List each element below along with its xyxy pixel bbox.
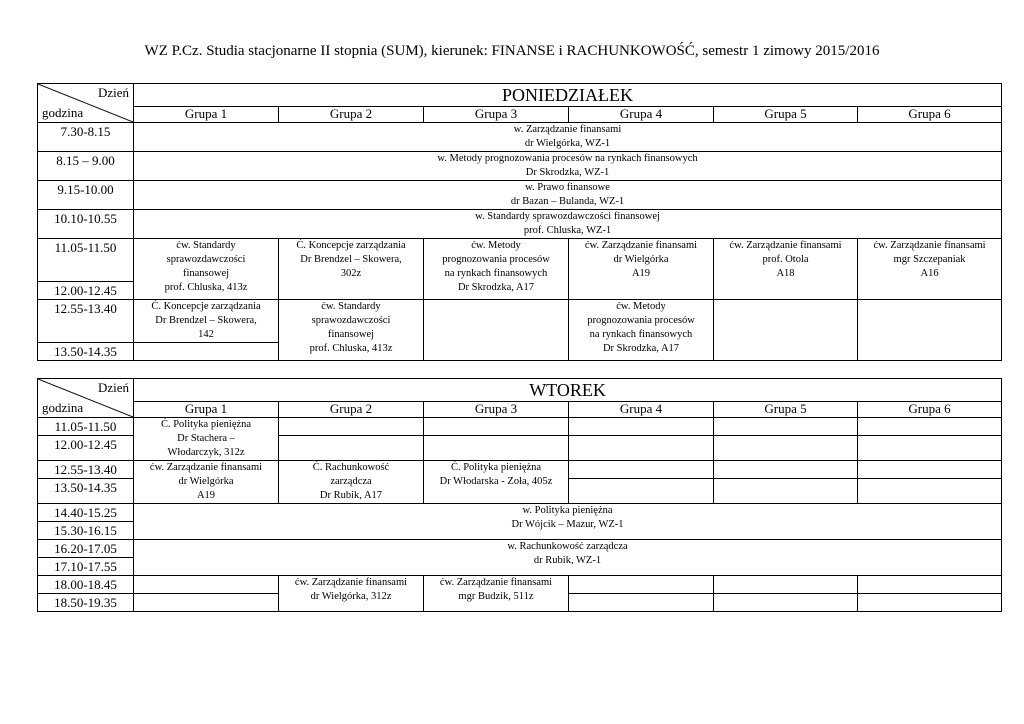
class-cell: Ć. Polityka pieniężna Dr Stachera – Włodarczyk, 312z: [134, 418, 279, 461]
tuesday-schedule-table: [37, 378, 1002, 612]
time-slot: 13.50-14.35: [38, 479, 134, 504]
class-cell: ćw. Standardy sprawozdawczości finansowej prof. Chluska, 413z: [279, 300, 424, 361]
group-header: Grupa 1: [134, 402, 279, 418]
time-slot: 12.55-13.40: [38, 300, 134, 343]
empty-cell: [714, 594, 858, 612]
monday-schedule-table: [37, 83, 1002, 361]
empty-cell: [134, 343, 279, 361]
corner-day-label: Dzień: [98, 380, 130, 395]
empty-cell: [424, 418, 569, 436]
time-slot: 18.50-19.35: [38, 594, 134, 612]
class-cell: Ć. Polityka pieniężna Dr Włodarska - Zoła, 405z: [424, 461, 569, 504]
empty-cell: [134, 576, 279, 594]
class-cell: ćw. Zarządzanie finansami prof. Otola A18: [714, 239, 858, 300]
class-cell: Ć. Rachunkowość zarządcza Dr Rubik, A17: [279, 461, 424, 504]
empty-cell: [569, 576, 714, 594]
empty-cell: [858, 576, 1002, 594]
empty-cell: [714, 300, 858, 361]
empty-cell: [134, 594, 279, 612]
class-cell: ćw. Metody prognozowania procesów na rynkach finansowych Dr Skrodzka, A17: [424, 239, 569, 300]
time-slot: 11.05-11.50: [38, 418, 134, 436]
group-header: Grupa 5: [714, 402, 858, 418]
group-header: Grupa 4: [569, 402, 714, 418]
class-cell: ćw. Zarządzanie finansami dr Wielgórka A19: [569, 239, 714, 300]
group-header: Grupa 6: [858, 402, 1002, 418]
empty-cell: [569, 418, 714, 436]
empty-cell: [858, 594, 1002, 612]
empty-cell: [424, 436, 569, 461]
corner-header: [38, 379, 134, 418]
lecture-cell: w. Polityka pieniężna Dr Wójcik – Mazur, WZ-1: [134, 504, 1002, 540]
time-slot: 14.40-15.25: [38, 504, 134, 522]
empty-cell: [858, 479, 1002, 504]
corner-hour-label: godzina: [42, 105, 84, 120]
group-header: Grupa 4: [569, 107, 714, 123]
group-header: Grupa 6: [858, 107, 1002, 123]
empty-cell: [858, 461, 1002, 479]
lecture-cell: w. Prawo finansowe dr Bazan – Bulanda, WZ-1: [134, 181, 1002, 210]
lecture-cell: w. Rachunkowość zarządcza dr Rubik, WZ-1: [134, 540, 1002, 576]
class-cell: ćw. Standardy sprawozdawczości finansowej prof. Chluska, 413z: [134, 239, 279, 300]
class-cell: ćw. Zarządzanie finansami dr Wielgórka A19: [134, 461, 279, 504]
empty-cell: [858, 436, 1002, 461]
time-slot: 17.10-17.55: [38, 558, 134, 576]
corner-hour-label: godzina: [42, 400, 84, 415]
time-slot: 12.00-12.45: [38, 436, 134, 461]
group-header: Grupa 3: [424, 107, 569, 123]
lecture-cell: w. Metody prognozowania procesów na rynkach finansowych Dr Skrodzka, WZ-1: [134, 152, 1002, 181]
time-slot: 15.30-16.15: [38, 522, 134, 540]
time-slot: 12.55-13.40: [38, 461, 134, 479]
corner-header: [38, 84, 134, 123]
lecture-cell: w. Standardy sprawozdawczości finansowej prof. Chluska, WZ-1: [134, 210, 1002, 239]
time-slot: 10.10-10.55: [38, 210, 134, 239]
group-header: Grupa 2: [279, 402, 424, 418]
group-header: Grupa 3: [424, 402, 569, 418]
empty-cell: [714, 576, 858, 594]
class-cell: ćw. Zarządzanie finansami mgr Szczepaniak A16: [858, 239, 1002, 300]
empty-cell: [714, 461, 858, 479]
empty-cell: [714, 418, 858, 436]
time-slot: 18.00-18.45: [38, 576, 134, 594]
lecture-cell: w. Zarządzanie finansami dr Wielgórka, WZ-1: [134, 123, 1002, 152]
empty-cell: [858, 418, 1002, 436]
time-slot: 12.00-12.45: [38, 282, 134, 300]
time-slot: 9.15-10.00: [38, 181, 134, 210]
class-cell: Ć. Koncepcje zarządzania Dr Brendzel – Skowera, 302z: [279, 239, 424, 300]
time-slot: 7.30-8.15: [38, 123, 134, 152]
page-title: WZ P.Cz. Studia stacjonarne II stopnia (SUM), kierunek: FINANSE i RACHUNKOWOŚĆ, semestr 1 zimowy 2015/2016: [144, 43, 880, 59]
empty-cell: [569, 479, 714, 504]
empty-cell: [858, 300, 1002, 361]
group-header: Grupa 5: [714, 107, 858, 123]
time-slot: 8.15 – 9.00: [38, 152, 134, 181]
class-cell: Ć. Koncepcje zarządzania Dr Brendzel – Skowera, 142: [134, 300, 279, 343]
corner-day-label: Dzień: [98, 85, 130, 100]
day-name: PONIEDZIAŁEK: [134, 84, 1002, 107]
class-cell: ćw. Metody prognozowania procesów na rynkach finansowych Dr Skrodzka, A17: [569, 300, 714, 361]
empty-cell: [714, 479, 858, 504]
empty-cell: [424, 300, 569, 361]
empty-cell: [569, 461, 714, 479]
group-header: Grupa 1: [134, 107, 279, 123]
class-cell: ćw. Zarządzanie finansami mgr Budzik, 511z: [424, 576, 569, 612]
class-cell: ćw. Zarządzanie finansami dr Wielgórka, 312z: [279, 576, 424, 612]
time-slot: 16.20-17.05: [38, 540, 134, 558]
empty-cell: [714, 436, 858, 461]
day-name: WTOREK: [134, 379, 1002, 402]
empty-cell: [569, 594, 714, 612]
time-slot: 13.50-14.35: [38, 343, 134, 361]
empty-cell: [279, 436, 424, 461]
empty-cell: [569, 436, 714, 461]
empty-cell: [279, 418, 424, 436]
time-slot: 11.05-11.50: [38, 239, 134, 282]
group-header: Grupa 2: [279, 107, 424, 123]
